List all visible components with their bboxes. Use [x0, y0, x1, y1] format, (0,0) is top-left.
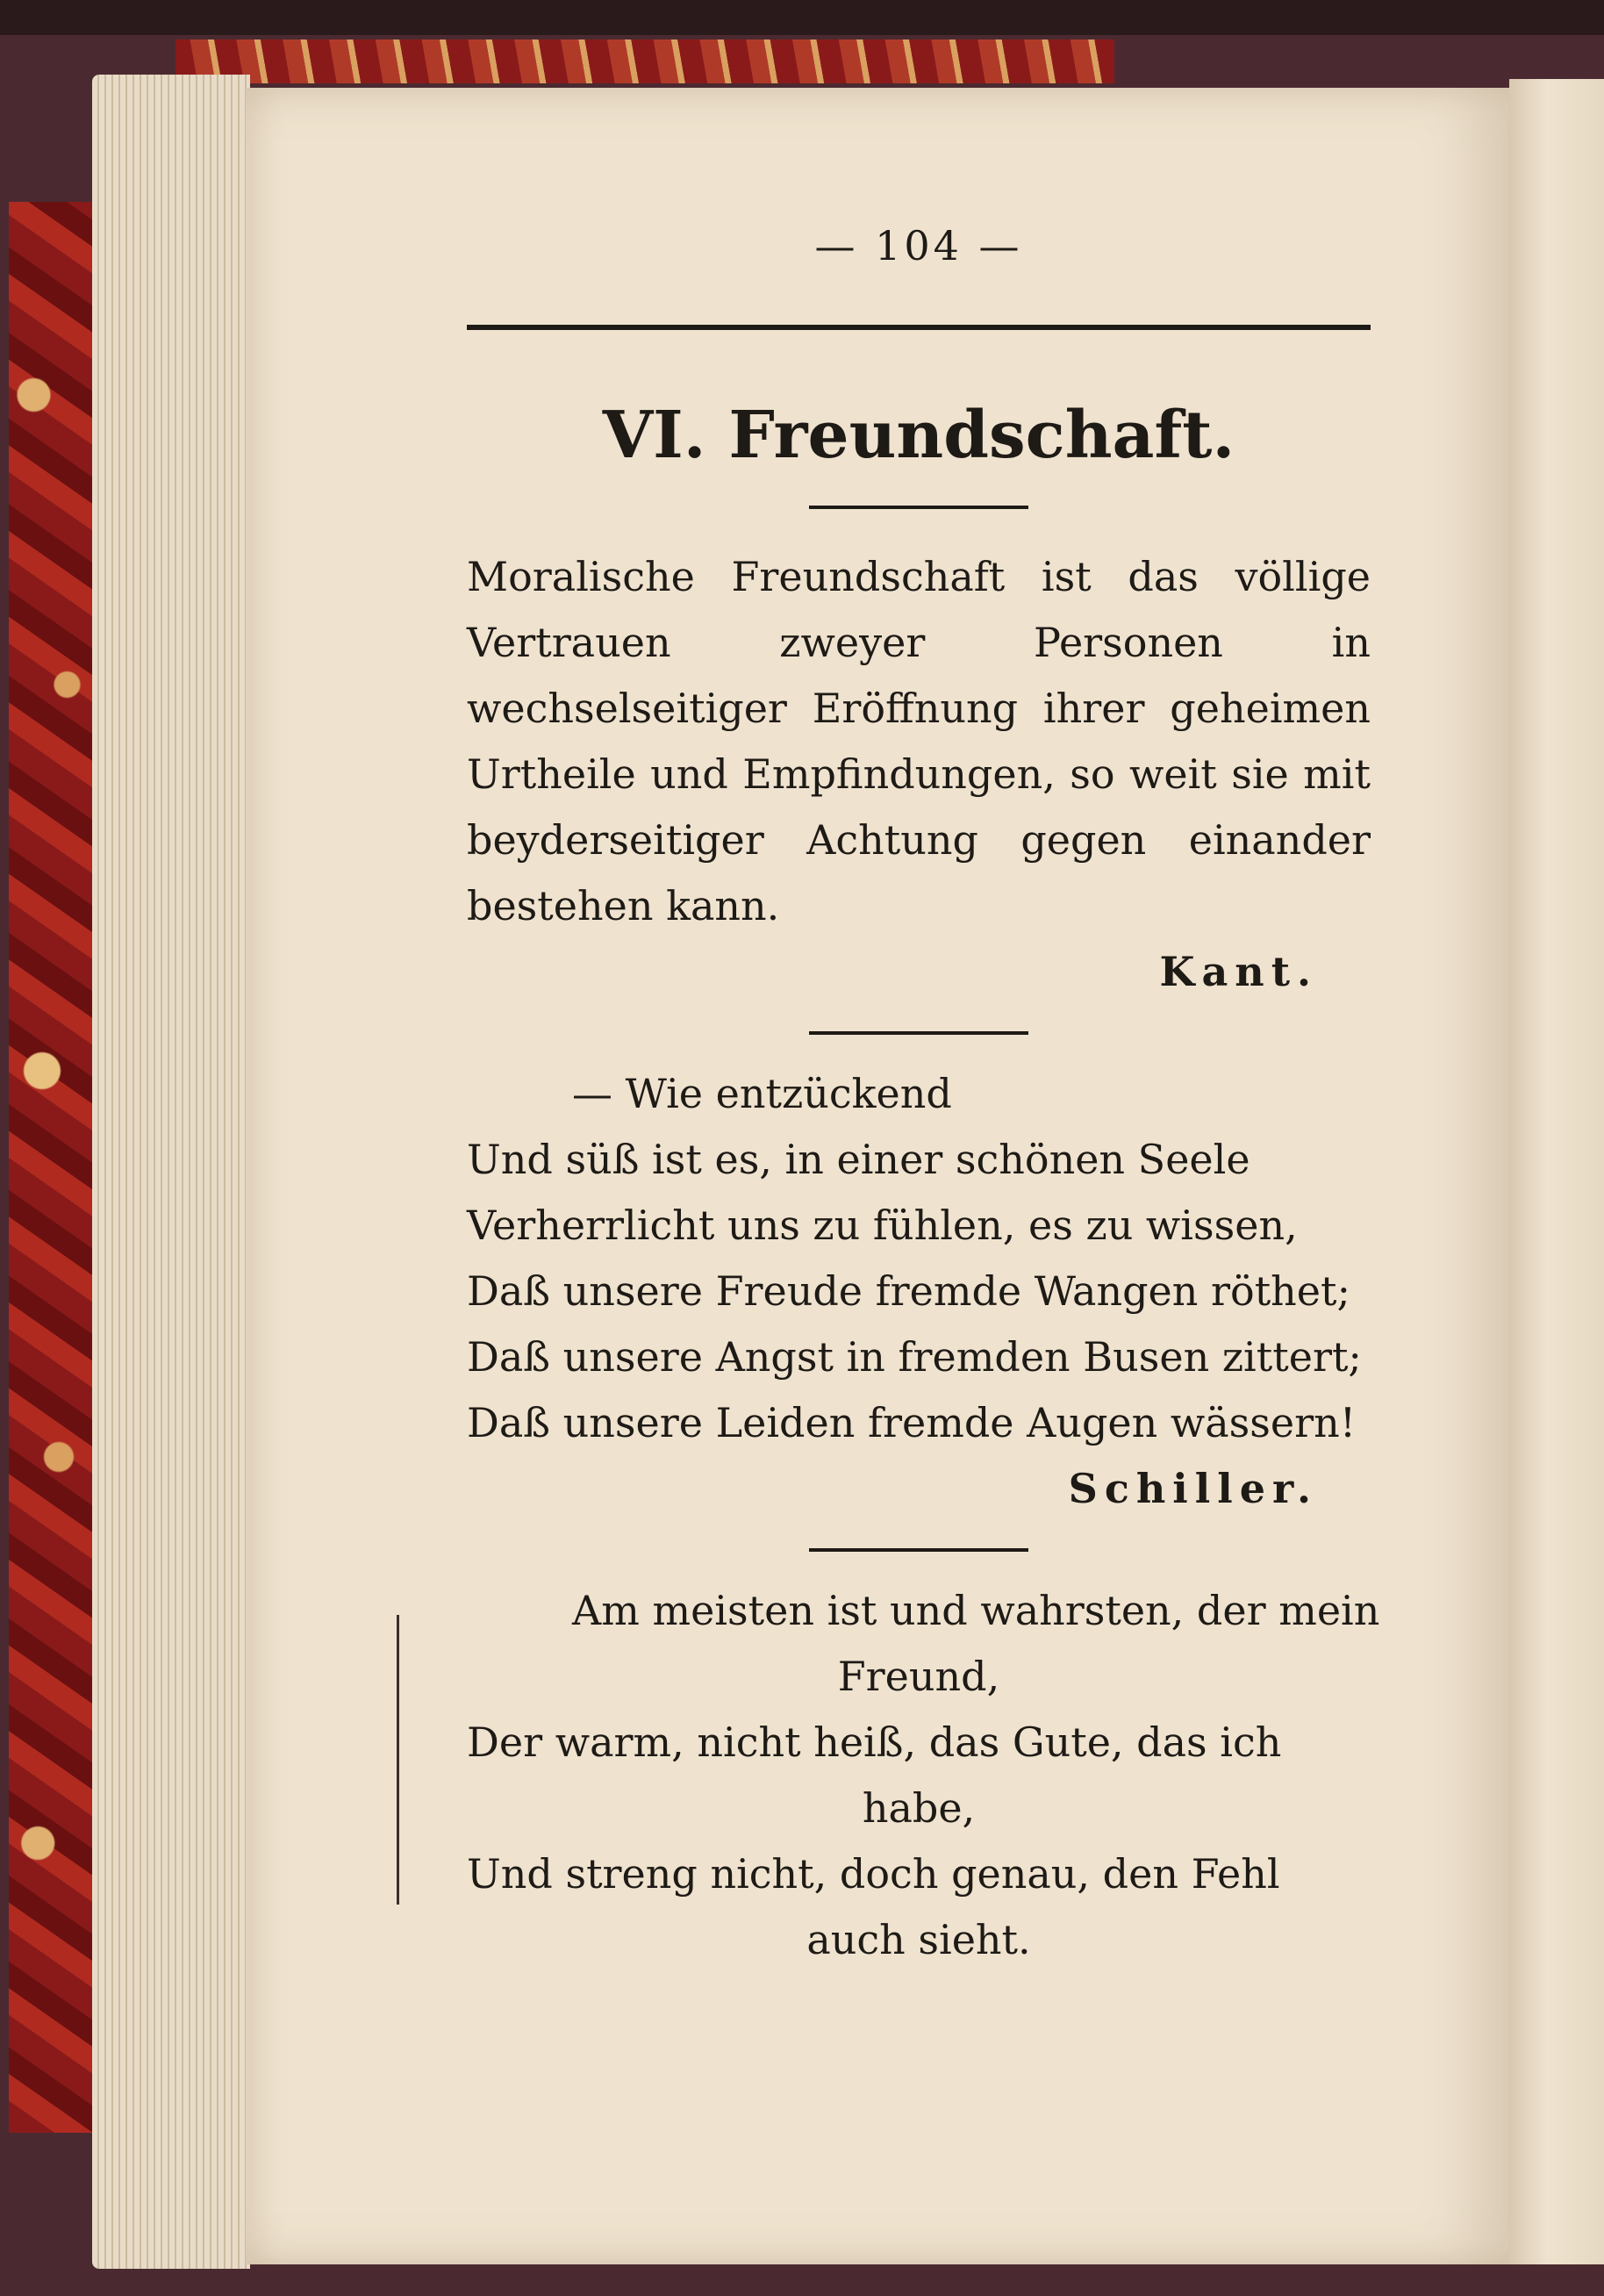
poem-continuation: Freund, [837, 1653, 1000, 1700]
poem-line: Verherrlicht uns zu fühlen, es zu wissen, [467, 1202, 1298, 1249]
margin-pencil-mark [397, 1615, 399, 1905]
poem-line: Daß unsere Angst in fremden Busen zittert; [467, 1333, 1362, 1381]
chapter-title: VI. Freundschaft. [602, 398, 1235, 473]
kant-attribution: Kant. [1159, 948, 1318, 995]
poem-line: Der warm, nicht heiß, das Gute, das ich [467, 1718, 1282, 1766]
poem-line: — Wie entzückend [572, 1070, 952, 1117]
third-quote [467, 1578, 1380, 1973]
section-rule-1 [809, 1031, 1028, 1035]
poem-line: Am meisten ist und wahrsten, der mein [572, 1587, 1380, 1634]
kant-quote: Moralische Freundschaft ist das völlige Vertrauen zweyer Personen in wechselseitiger Eröffnung ihrer geheimen Urtheile und Empfindungen, so weit sie mit beyderseitiger Achtung gegen einander bestehen kann. [467, 553, 1371, 929]
header-rule [467, 325, 1371, 330]
poem-continuation: auch sieht. [806, 1916, 1031, 1963]
marbled-edge [9, 202, 92, 2133]
marbled-top-edge [175, 39, 1114, 83]
page-content [467, 219, 1380, 2063]
poem-line: Und süß ist es, in einer schönen Seele [467, 1136, 1250, 1183]
poem-line: Daß unsere Leiden fremde Augen wässern! [467, 1399, 1357, 1446]
poem-line: Daß unsere Freude fremde Wangen röthet; [467, 1267, 1351, 1315]
section-rule-2 [809, 1548, 1028, 1552]
page-stack [92, 75, 250, 2269]
schiller-quote [467, 1061, 1371, 1456]
poem-line: Und streng nicht, doch genau, den Fehl [467, 1850, 1280, 1898]
page-number: — 104 — [814, 222, 1023, 269]
facing-page-edge [1509, 79, 1604, 2264]
poem-continuation: habe, [862, 1784, 976, 1832]
title-rule [809, 506, 1028, 509]
schiller-attribution: Schiller. [1068, 1465, 1318, 1512]
